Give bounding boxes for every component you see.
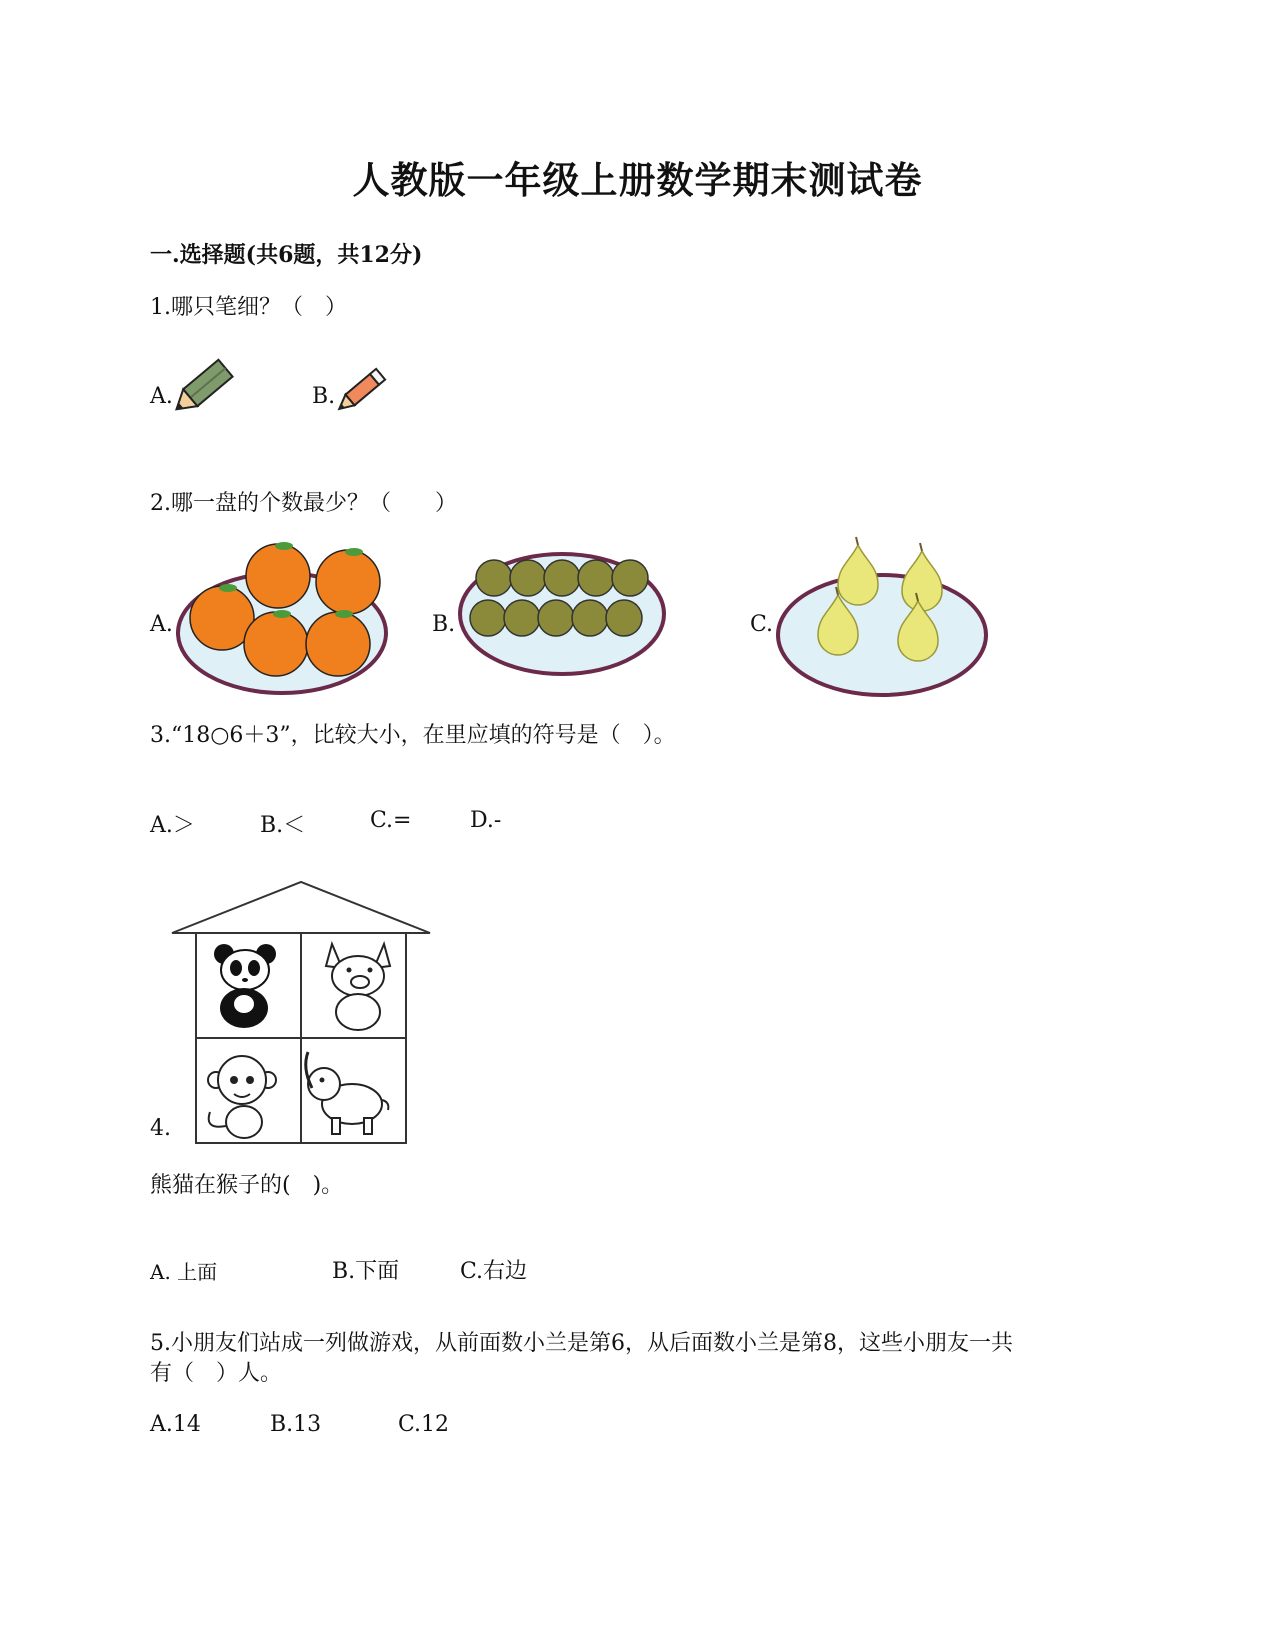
monkey-icon [200,1050,284,1142]
question-4-text: 熊猫在猴子的( )。 [150,1173,344,1198]
q4-option-b[interactable]: B.下面 [332,1259,400,1284]
q3-option-d[interactable]: D.- [470,808,502,833]
question-5-line-1: 5.小朋友们站成一列做游戏，从前面数小兰是第6，从后面数小兰是第8，这些小朋友一共 [150,1331,1013,1356]
thin-pencil-icon [338,365,388,413]
q4-option-a[interactable]: A. 上面 [150,1260,218,1284]
plate-of-kiwis-icon [458,548,668,678]
question-4-number: 4. [150,1116,171,1141]
plate-of-oranges-icon [172,540,392,700]
question-1-text: 1.哪只笔细？（ ） [150,295,347,320]
q2-option-b-label[interactable]: B. [432,612,456,637]
q5-option-a[interactable]: A.14 [150,1412,201,1437]
question-3-text: 3.“18○6＋3”，比较大小，在里应填的符号是（ ）。 [150,723,676,748]
q1-option-a-label[interactable]: A. [150,384,173,409]
q2-option-c-label[interactable]: C. [750,612,774,637]
question-5-line-2: 有（ ）人。 [150,1361,283,1386]
pig-icon [318,940,398,1032]
plate-of-pears-icon [772,535,992,701]
q2-option-a-label[interactable]: A. [150,612,173,637]
q3-option-c[interactable]: C.= [370,808,412,833]
q1-option-b-label[interactable]: B. [312,384,336,409]
elephant-icon [298,1048,392,1140]
thick-pencil-icon [176,355,238,415]
q3-option-b[interactable]: B.＜ [260,813,306,838]
section-heading: 一.选择题(共6题，共12分) [150,242,423,268]
panda-icon [212,942,280,1028]
q4-option-c[interactable]: C.右边 [460,1259,528,1284]
question-2-text: 2.哪一盘的个数最少？（ ） [150,491,457,516]
q3-option-a[interactable]: A.＞ [150,813,195,838]
page-title: 人教版一年级上册数学期末测试卷 [352,158,923,202]
q5-option-c[interactable]: C.12 [398,1412,450,1437]
q5-option-b[interactable]: B.13 [270,1412,322,1437]
